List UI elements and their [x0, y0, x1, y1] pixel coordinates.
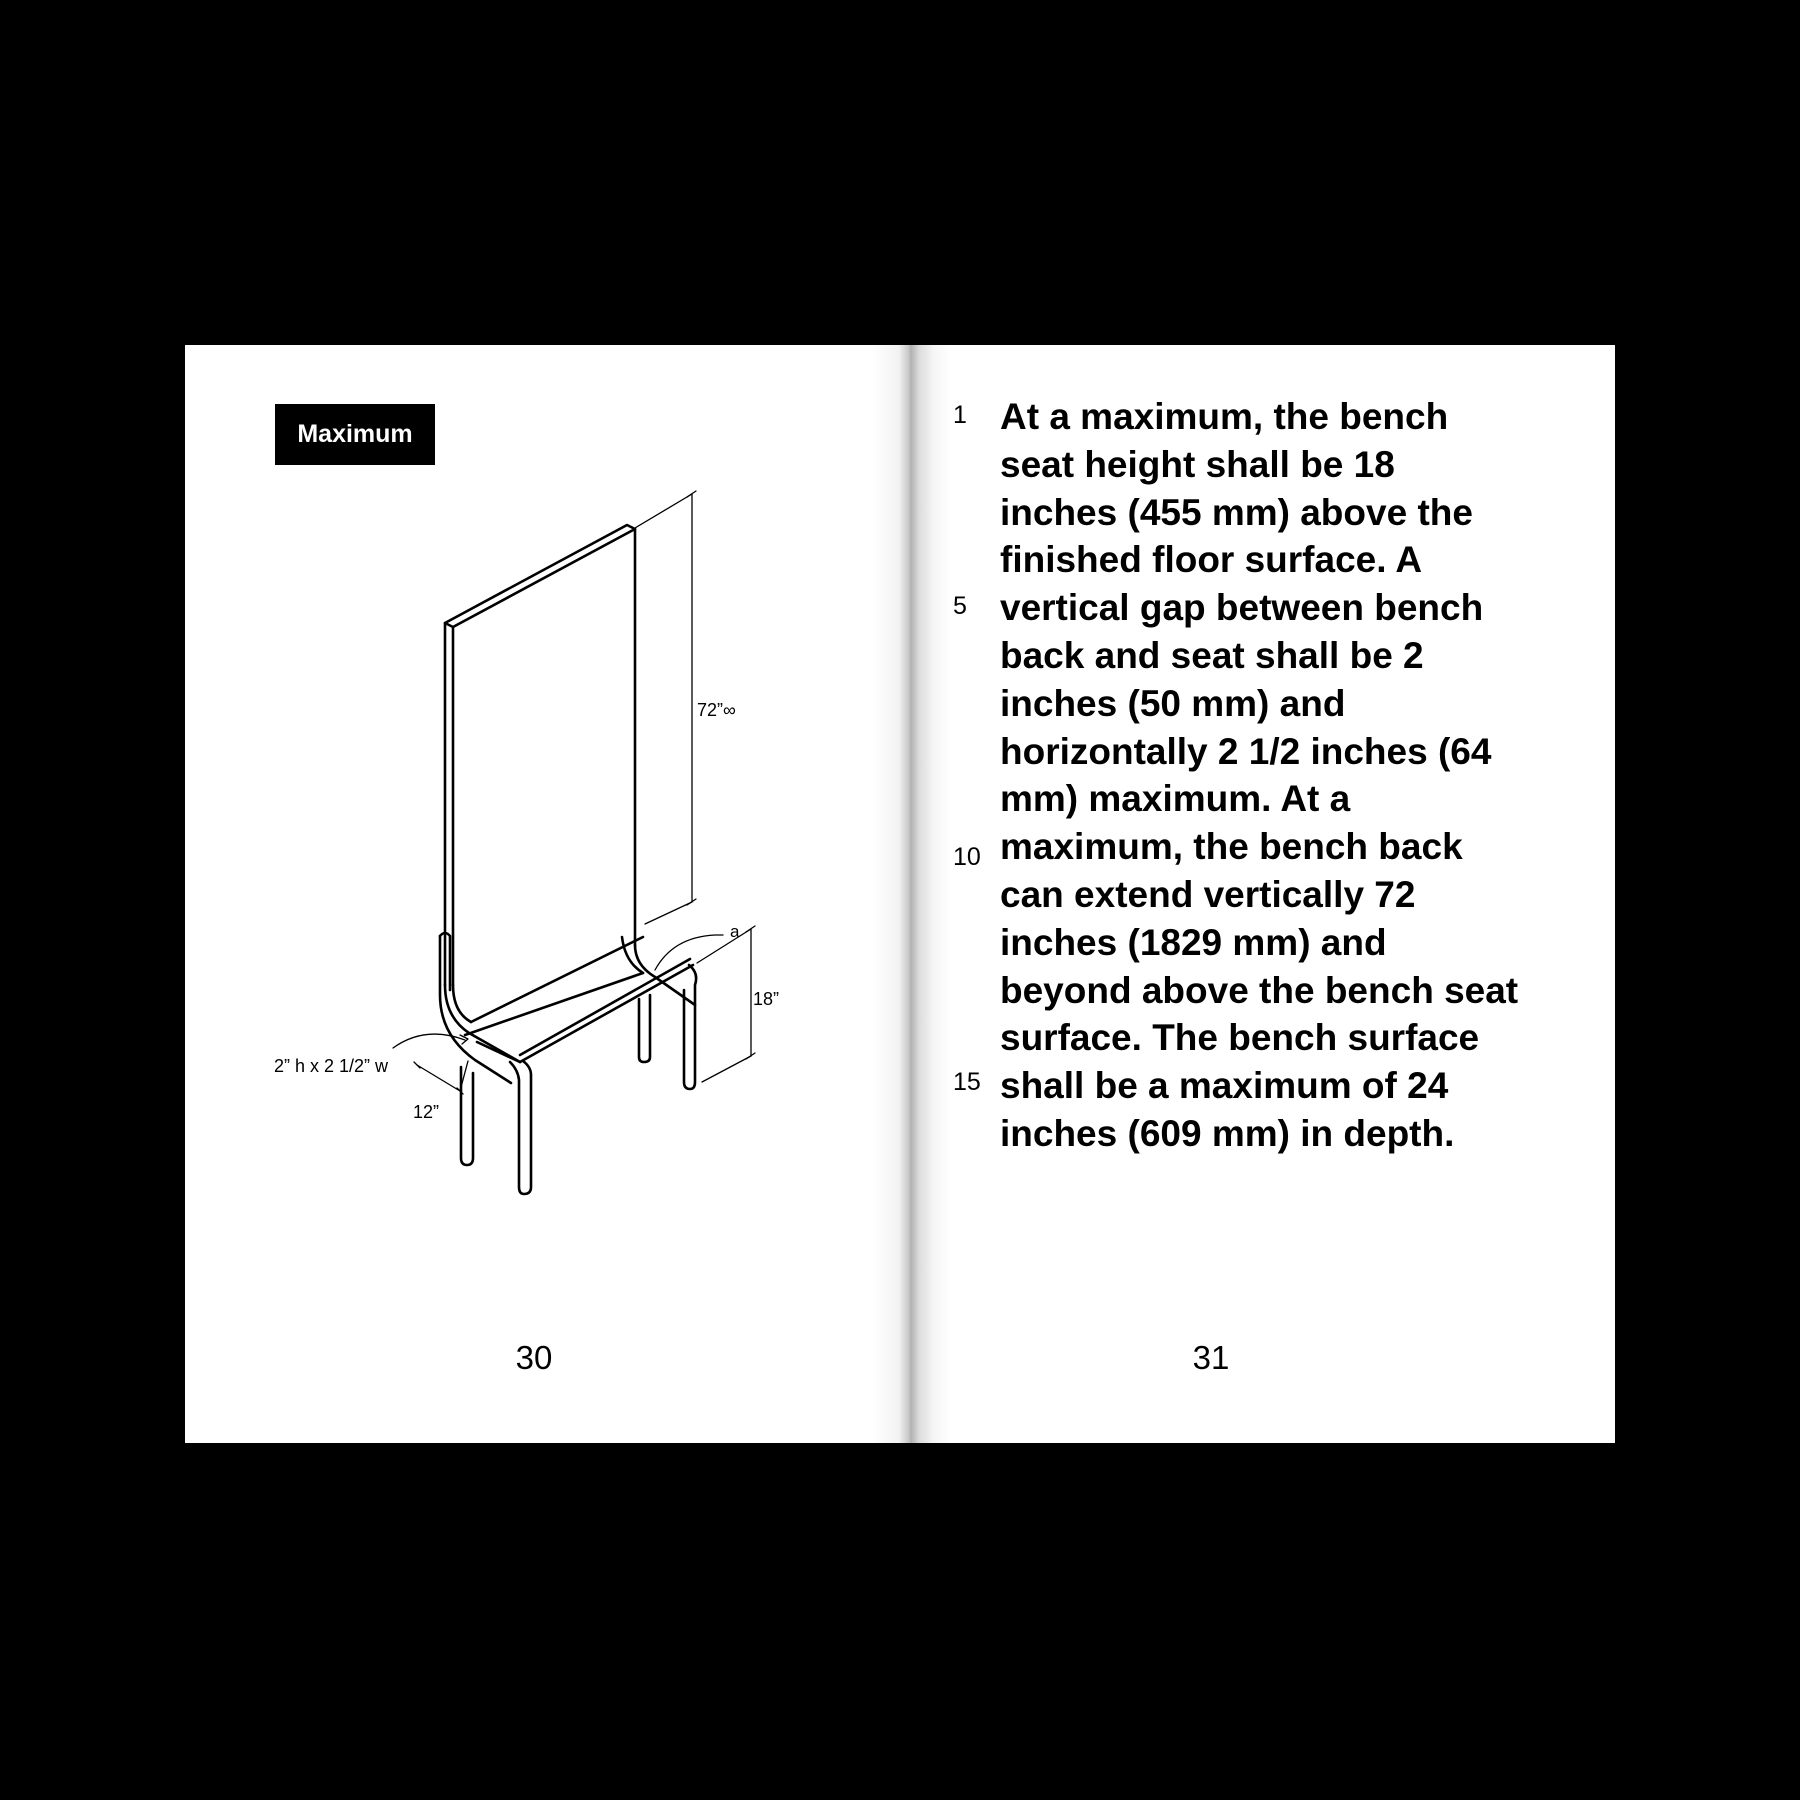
bench-seat-top — [471, 937, 643, 1022]
bench-leg-front-left — [510, 1061, 531, 1194]
bench-seat-front-lip — [477, 1042, 520, 1062]
section-label-text: Maximum — [297, 420, 413, 448]
line-number-1: 1 — [953, 401, 967, 429]
bench-seat-front-edge — [520, 965, 693, 1062]
bench-back-curve-left — [445, 985, 520, 1062]
dimension-seat-height — [697, 926, 755, 1082]
line-number-5: 5 — [953, 592, 967, 620]
dimension-label-angle: a — [730, 922, 740, 941]
dimension-label-seat-height: 18” — [753, 989, 780, 1009]
dimension-label-back-height: 72”∞ — [697, 700, 736, 720]
dimension-label-depth: 12” — [413, 1102, 440, 1122]
bench-leg-back-right — [639, 995, 650, 1062]
dimension-label-gap: 2” h x 2 1/2” w — [274, 1056, 389, 1076]
bench-illustration — [185, 345, 885, 1443]
bench-back-curve-left-inner — [453, 985, 471, 1022]
book-gutter-shadow — [871, 345, 951, 1443]
bench-leg-front-right — [684, 965, 696, 1089]
line-number-15: 15 — [953, 1068, 981, 1096]
bench-back-panel — [445, 525, 635, 627]
page-number-right: 31 — [1192, 1339, 1230, 1376]
book-spread — [185, 345, 1615, 1443]
dimension-back-height — [635, 491, 696, 924]
line-number-10: 10 — [953, 843, 981, 871]
body-paragraph: At a maximum, the bench seat height shall be 18 inches (455 mm) above the finished floor surface. A vertical gap between bench back and seat shall be 2 inches (50 mm) and horizontally 2 1/2 inches (64 mm) maximum. At a maximum, the bench back can extend vertically 72 inches (1829 mm) and beyond above the bench seat surface. The bench surface shall be a maximum of 24 inches (609 mm) in depth. — [1000, 396, 1519, 1154]
page-number-left: 30 — [515, 1339, 553, 1376]
bench-back-curve-right — [635, 945, 695, 1005]
